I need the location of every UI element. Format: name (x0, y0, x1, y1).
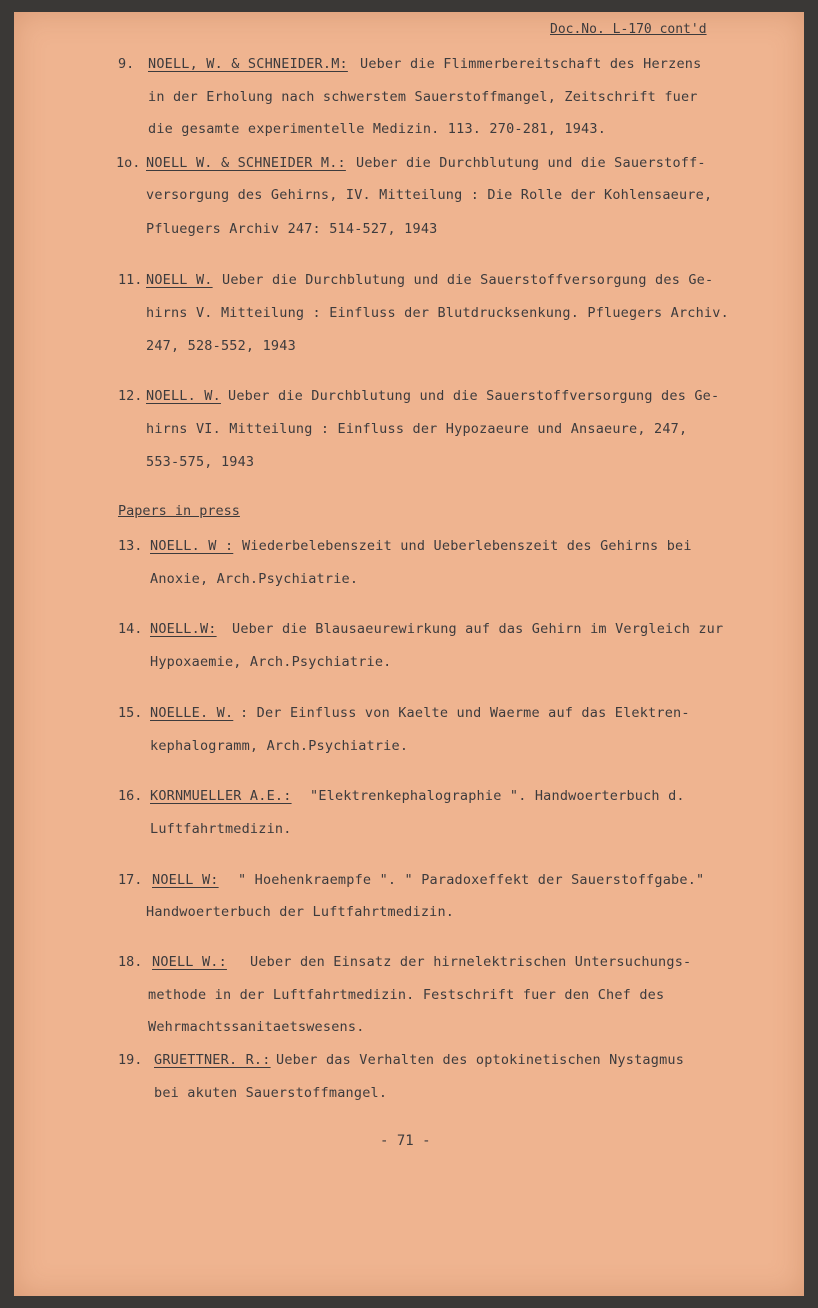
ref-author: NOELL. W : (150, 538, 234, 554)
ref-author: NOELL W. & SCHNEIDER M.: (146, 155, 346, 171)
page-number: - 71 - (380, 1133, 431, 1149)
ref-line: " Hoehenkraempfe ". " Paradoxeffekt der Sauerstoffgabe." (238, 872, 705, 888)
ref-line: Ueber die Blausaeurewirkung auf das Gehirn im Vergleich zur (232, 621, 724, 637)
ref-author: GRUETTNER. R.: (154, 1052, 271, 1068)
ref-line: hirns VI. Mitteilung : Einfluss der Hypozaeure und Ansaeure, 247, (146, 421, 688, 437)
document-page (14, 12, 804, 1296)
section-title: Papers in press (118, 503, 240, 519)
ref-author: NOELL W.: (152, 954, 227, 970)
ref-number: 17. (118, 872, 143, 888)
ref-line: in der Erholung nach schwerstem Sauerstoffmangel, Zeitschrift fuer (148, 89, 698, 105)
ref-line: bei akuten Sauerstoffmangel. (154, 1085, 388, 1101)
ref-author: NOELL. W. (146, 388, 221, 404)
ref-line: Ueber die Flimmerbereitschaft des Herzens (360, 56, 702, 72)
ref-line: : Der Einfluss von Kaelte und Waerme auf das Elektren- (240, 705, 690, 721)
ref-line: hirns V. Mitteilung : Einfluss der Blutdrucksenkung. Pfluegers Archiv. (146, 305, 729, 321)
ref-line: 247, 528-552, 1943 (146, 338, 296, 354)
ref-author: NOELL.W: (150, 621, 217, 637)
ref-line: Wiederbelebenszeit und Ueberlebenszeit des Gehirns bei (242, 538, 692, 554)
ref-line: Anoxie, Arch.Psychiatrie. (150, 571, 359, 587)
ref-line: Ueber die Durchblutung und die Sauerstoff- (356, 155, 706, 171)
ref-author: KORNMUELLER A.E.: (150, 788, 292, 804)
ref-number: 18. (118, 954, 143, 970)
ref-line: Luftfahrtmedizin. (150, 821, 292, 837)
ref-line: Ueber das Verhalten des optokinetischen Nystagmus (276, 1052, 685, 1068)
ref-number: 9. (118, 56, 135, 72)
ref-number: 15. (118, 705, 143, 721)
ref-line: "Elektrenkephalographie ". Handwoerterbuch d. (310, 788, 685, 804)
ref-number: 11. (118, 272, 143, 288)
ref-number: 1o. (116, 155, 141, 171)
ref-line: Ueber den Einsatz der hirnelektrischen Untersuchungs- (250, 954, 692, 970)
ref-author: NOELLE. W. (150, 705, 234, 721)
doc-number-header: Doc.No. L-170 cont'd (550, 22, 707, 37)
ref-line: Pfluegers Archiv 247: 514-527, 1943 (146, 221, 438, 237)
ref-number: 19. (118, 1052, 143, 1068)
ref-line: versorgung des Gehirns, IV. Mitteilung : Die Rolle der Kohlensaeure, (146, 187, 713, 203)
ref-line: Ueber die Durchblutung und die Sauerstoffversorgung des Ge- (222, 272, 714, 288)
ref-author: NOELL, W. & SCHNEIDER.M: (148, 56, 348, 72)
ref-author: NOELL W: (152, 872, 219, 888)
ref-author: NOELL W. (146, 272, 213, 288)
ref-line: Hypoxaemie, Arch.Psychiatrie. (150, 654, 392, 670)
ref-number: 12. (118, 388, 143, 404)
ref-line: Handwoerterbuch der Luftfahrtmedizin. (146, 904, 455, 920)
ref-number: 16. (118, 788, 143, 804)
ref-line: kephalogramm, Arch.Psychiatrie. (150, 738, 409, 754)
ref-line: methode in der Luftfahrtmedizin. Festschrift fuer den Chef des (148, 987, 665, 1003)
ref-line: 553-575, 1943 (146, 454, 255, 470)
ref-line: die gesamte experimentelle Medizin. 113. 270-281, 1943. (148, 121, 607, 137)
ref-line: Wehrmachtssanitaetswesens. (148, 1019, 365, 1035)
ref-line: Ueber die Durchblutung und die Sauerstoffversorgung des Ge- (228, 388, 720, 404)
ref-number: 13. (118, 538, 143, 554)
ref-number: 14. (118, 621, 143, 637)
